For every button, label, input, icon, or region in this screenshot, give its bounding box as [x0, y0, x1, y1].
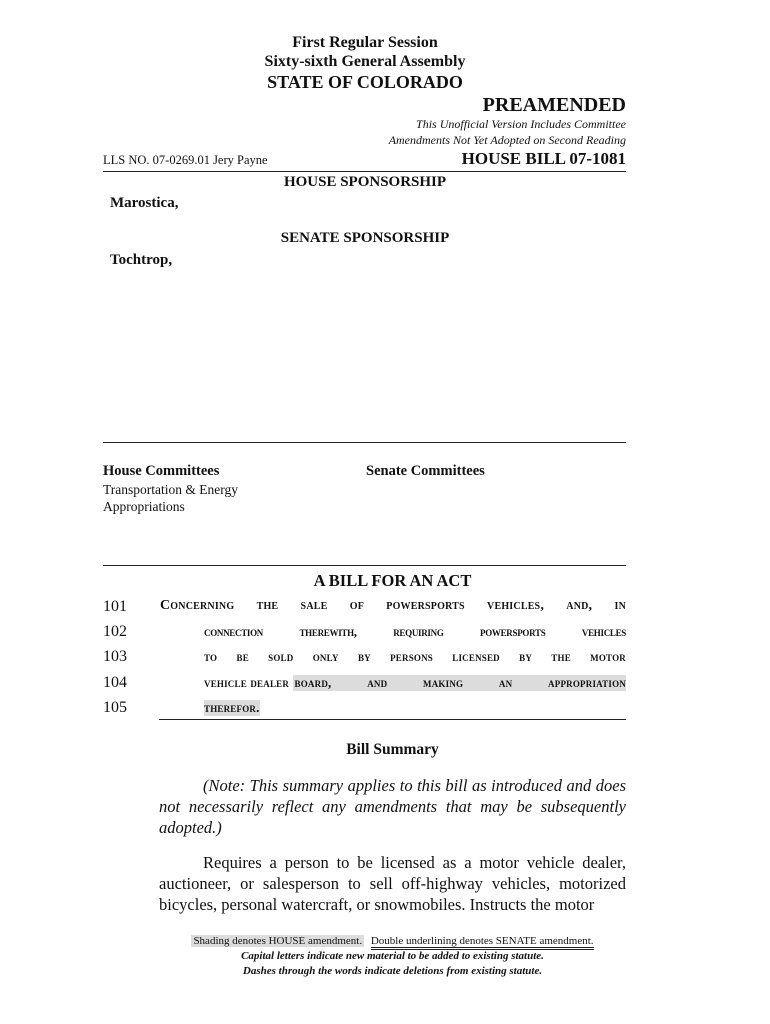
line-number: 105	[103, 699, 127, 716]
version-note-line2: Amendments Not Yet Adopted on Second Reading	[388, 133, 626, 147]
capital-letters-note: Capital letters indicate new material to be added to existing statute.	[241, 950, 544, 962]
house-committee-item: Appropriations	[103, 499, 185, 514]
summary-body: Requires a person to be licensed as a motor vehicle dealer, auctioneer, or salesperson to sell off-highway vehicles, motorized bicycles, personal watercraft, or snowmobiles. Instructs the motor	[159, 853, 626, 914]
sponsorship-rule	[103, 442, 626, 443]
senate-committees-heading: Senate Committees	[366, 463, 485, 479]
underline-legend: Double underlining denotes SENATE amendment.	[371, 935, 594, 950]
summary-heading: Bill Summary	[346, 741, 439, 758]
session-title: First Regular Session	[292, 34, 438, 51]
shading-legend: Shading denotes HOUSE amendment.	[193, 935, 363, 947]
bill-line: Concerning the sale of powersports vehicles, and, in	[160, 598, 626, 613]
bill-line: connection therewith, requiring powersports vehicles	[204, 624, 626, 639]
assembly-title: Sixty-sixth General Assembly	[264, 53, 466, 70]
line-number: 102	[103, 623, 127, 640]
senate-sponsor: Tochtrop,	[110, 252, 173, 268]
bill-title: A BILL FOR AN ACT	[313, 571, 472, 590]
line-number: 104	[103, 674, 127, 691]
summary-note: (Note: This summary applies to this bill as introduced and does not necessarily reflect any amendments that may be subsequently adopted.)	[159, 776, 626, 837]
committees-rule	[103, 565, 626, 566]
house-committee-item: Transportation & Energy	[103, 482, 238, 497]
amendment-legend	[0, 935, 770, 947]
house-sponsor: Marostica,	[110, 195, 179, 211]
bill-line-plain: vehicle dealer	[204, 675, 293, 690]
state-title: STATE OF COLORADO	[267, 72, 463, 92]
title-rule	[159, 719, 626, 720]
house-amendment-shading: therefor.	[204, 700, 260, 715]
lls-number: LLS NO. 07-0269.01 Jery Payne	[103, 153, 268, 167]
house-amendment-shading: board, and making an appropriation	[294, 675, 626, 690]
dashes-note: Dashes through the words indicate deletions from existing statute.	[242, 965, 543, 977]
senate-sponsorship-heading: SENATE SPONSORSHIP	[280, 230, 450, 246]
version-note-line1: This Unofficial Version Includes Committee	[416, 117, 626, 131]
house-committees-heading: House Committees	[103, 463, 220, 479]
preamended-label: PREAMENDED	[482, 94, 626, 116]
bill-line	[204, 675, 626, 691]
line-number: 103	[103, 648, 127, 665]
house-sponsorship-heading: HOUSE SPONSORSHIP	[283, 174, 447, 190]
bill-number: HOUSE BILL 07-1081	[461, 149, 626, 168]
bill-line: to be sold only by persons licensed by the motor	[204, 649, 626, 664]
header-rule	[103, 171, 626, 172]
line-number: 101	[103, 598, 127, 615]
